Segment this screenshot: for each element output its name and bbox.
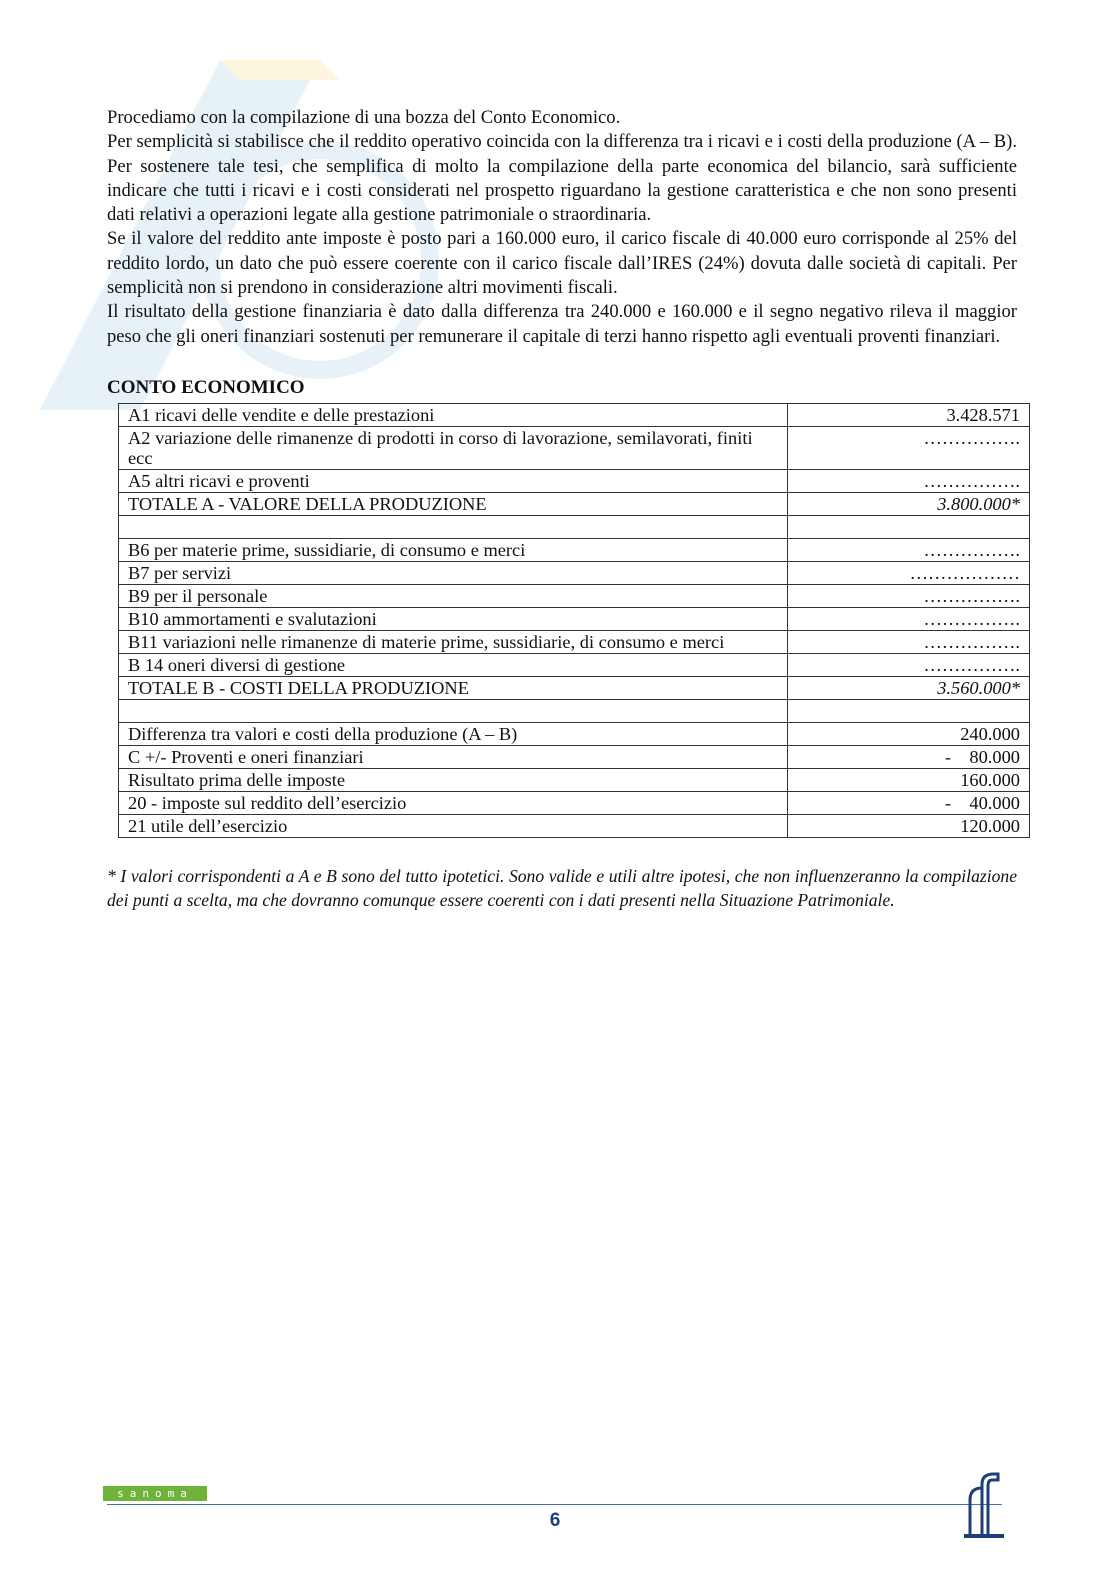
row-value: ……………. [788, 538, 1030, 561]
row-label: A5 altri ricavi e proventi [119, 469, 788, 492]
page-content [107, 106, 1020, 913]
row-value: ……………… [788, 561, 1030, 584]
row-label: C +/- Proventi e oneri finanziari [119, 745, 788, 768]
intro-paragraph-1: Procediamo con la compilazione di una bozza del Conto Economico. [107, 107, 621, 128]
table-row [119, 653, 1030, 676]
row-label: B11 variazioni nelle rimanenze di materie prime, sussidiarie, di consumo e merci [119, 630, 788, 653]
table-row [119, 561, 1030, 584]
footer-divider [107, 1504, 1002, 1505]
row-label: TOTALE B - COSTI DELLA PRODUZIONE [119, 676, 788, 699]
row-value: 3.428.571 [788, 403, 1030, 426]
table-row-total-b [119, 676, 1030, 699]
table-row [119, 630, 1030, 653]
row-value: 240.000 [788, 722, 1030, 745]
row-value: ……………. [788, 469, 1030, 492]
row-value [788, 515, 1030, 538]
publisher-logo-icon [958, 1470, 1008, 1540]
row-value: ……………. [788, 584, 1030, 607]
row-label: A1 ricavi delle vendite e delle prestazioni [119, 403, 788, 426]
row-value: ……………. [788, 607, 1030, 630]
table-row [119, 722, 1030, 745]
intro-paragraph-3: Se il valore del reddito ante imposte è posto pari a 160.000 euro, il carico fiscale di 40.000 euro corrisponde al 25% del reddito lordo, un dato che può essere coerente con il carico fiscale dall’IRES (24%) dovuta dalle società di capitali. Per semplicità non si prendono in considerazione altri movimenti fiscali. [107, 228, 1017, 299]
conto-economico-table [118, 403, 1030, 838]
row-label: 20 - imposte sul reddito dell’esercizio [119, 791, 788, 814]
table-row [119, 426, 1030, 469]
row-label: B7 per servizi [119, 561, 788, 584]
row-value: - 40.000 [788, 791, 1030, 814]
row-label: Differenza tra valori e costi della produzione (A – B) [119, 722, 788, 745]
table-row-blank [119, 515, 1030, 538]
table-row [119, 745, 1030, 768]
sanoma-logo: sanoma [103, 1486, 207, 1501]
row-value: ……………. [788, 426, 1030, 469]
table-row [119, 814, 1030, 837]
table-row [119, 403, 1030, 426]
row-value: 160.000 [788, 768, 1030, 791]
table-row-blank [119, 699, 1030, 722]
row-value [788, 699, 1030, 722]
table-row-total-a [119, 492, 1030, 515]
row-value: 3.800.000* [788, 492, 1030, 515]
table-row [119, 768, 1030, 791]
row-label: B 14 oneri diversi di gestione [119, 653, 788, 676]
table-row [119, 584, 1030, 607]
row-value: ……………. [788, 653, 1030, 676]
footnote: * I valori corrispondenti a A e B sono del tutto ipotetici. Sono valide e utili altre ipotesi, che non influenzeranno la compilazione dei punti a scelta, ma che dovranno comunque essere coerenti con i dati presenti nella Situazione Patrimoniale. [107, 865, 1017, 911]
row-label: 21 utile dell’esercizio [119, 814, 788, 837]
table-row [119, 607, 1030, 630]
row-value: 3.560.000* [788, 676, 1030, 699]
row-label [119, 699, 788, 722]
row-value: 120.000 [788, 814, 1030, 837]
row-label: TOTALE A - VALORE DELLA PRODUZIONE [119, 492, 788, 515]
table-row [119, 538, 1030, 561]
row-label: B6 per materie prime, sussidiarie, di consumo e merci [119, 538, 788, 561]
row-value: - 80.000 [788, 745, 1030, 768]
table-row [119, 469, 1030, 492]
row-label: B9 per il personale [119, 584, 788, 607]
row-label [119, 515, 788, 538]
intro-paragraph-4: Il risultato della gestione finanziaria è dato dalla differenza tra 240.000 e 160.000 e il segno negativo rileva il maggior peso che gli oneri finanziari sostenuti per remunerare il capitale di terzi hanno rispetto agli eventuali proventi finanziari. [107, 301, 1017, 347]
row-label: A2 variazione delle rimanenze di prodotti in corso di lavorazione, semilavorati, finiti ecc [119, 426, 788, 469]
intro-paragraph-2: Per semplicità si stabilisce che il reddito operativo coincida con la differenza tra i ricavi e i costi della produzione (A – B). Per sostenere tale tesi, che semplifica di molto la compilazione della parte economica del bilancio, sarà sufficiente indicare che tutti i ricavi e i costi considerati nel prospetto riguardano la gestione caratteristica e che non sono presenti dati relativi a operazioni legate alla gestione patrimoniale o straordinaria. [107, 131, 1017, 226]
page-number: 6 [549, 1510, 561, 1531]
intro-text [107, 106, 1017, 349]
row-value: ……………. [788, 630, 1030, 653]
section-title: CONTO ECONOMICO [107, 376, 305, 398]
table-row [119, 791, 1030, 814]
row-label: B10 ammortamenti e svalutazioni [119, 607, 788, 630]
row-label: Risultato prima delle imposte [119, 768, 788, 791]
